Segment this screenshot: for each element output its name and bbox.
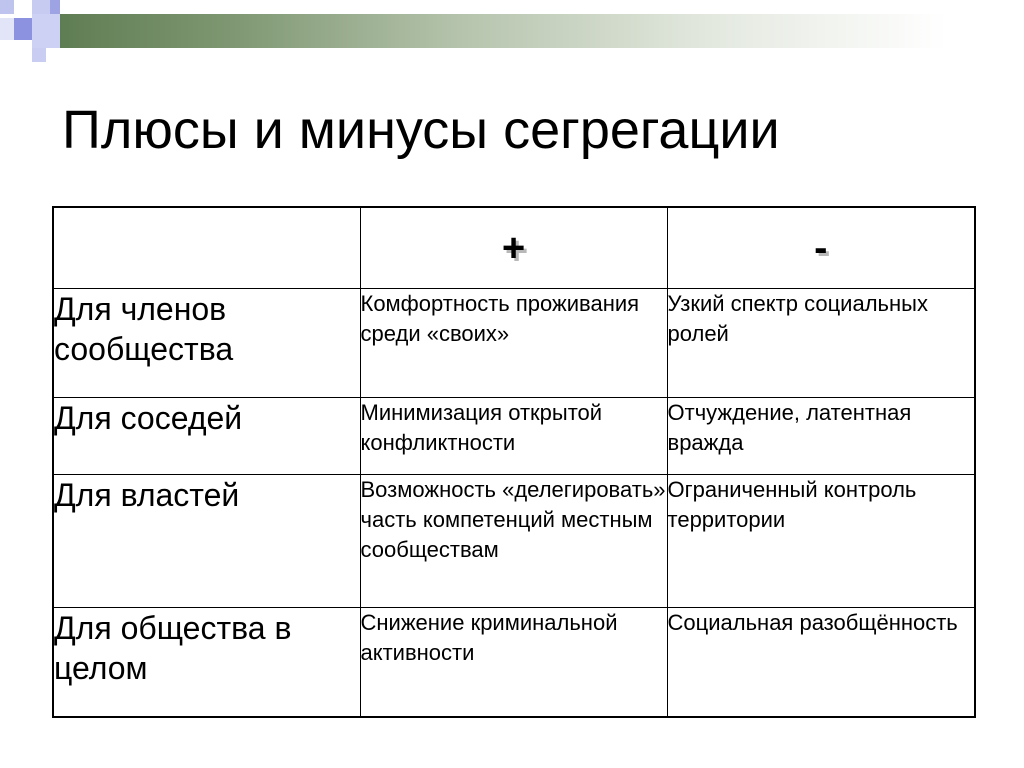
banner-square xyxy=(14,0,32,18)
banner-gradient-band xyxy=(60,14,1024,48)
banner-square xyxy=(50,0,60,14)
banner-square xyxy=(14,18,32,40)
banner-square xyxy=(32,0,50,14)
header-cell-empty xyxy=(53,207,360,289)
banner-square xyxy=(0,0,14,14)
table-row xyxy=(53,475,975,608)
table-row xyxy=(53,289,975,398)
banner-square xyxy=(0,18,14,40)
plus-cell: Минимизация открытой конфликтности xyxy=(360,398,667,475)
row-label: Для соседей xyxy=(53,398,360,475)
minus-cell: Узкий спектр социальных ролей xyxy=(667,289,975,398)
banner-square xyxy=(32,14,60,48)
pros-cons-table xyxy=(52,206,976,718)
slide-title: Плюсы и минусы сегрегации xyxy=(62,100,780,160)
decorative-banner xyxy=(0,0,1024,66)
minus-cell: Социальная разобщённость xyxy=(667,608,975,718)
header-cell-minus: - xyxy=(667,207,975,289)
plus-cell: Комфортность проживания среди «своих» xyxy=(360,289,667,398)
row-label: Для членов сообщества xyxy=(53,289,360,398)
row-label: Для общества в целом xyxy=(53,608,360,718)
plus-cell: Возможность «делегировать» часть компетенций местным сообществам xyxy=(360,475,667,608)
header-cell-plus: + xyxy=(360,207,667,289)
minus-cell: Ограниченный контроль территории xyxy=(667,475,975,608)
row-label: Для властей xyxy=(53,475,360,608)
plus-cell: Снижение криминальной активности xyxy=(360,608,667,718)
banner-square xyxy=(32,48,46,62)
table-row xyxy=(53,398,975,475)
minus-cell: Отчуждение, латентная вражда xyxy=(667,398,975,475)
table-row xyxy=(53,608,975,718)
table-header-row xyxy=(53,207,975,289)
